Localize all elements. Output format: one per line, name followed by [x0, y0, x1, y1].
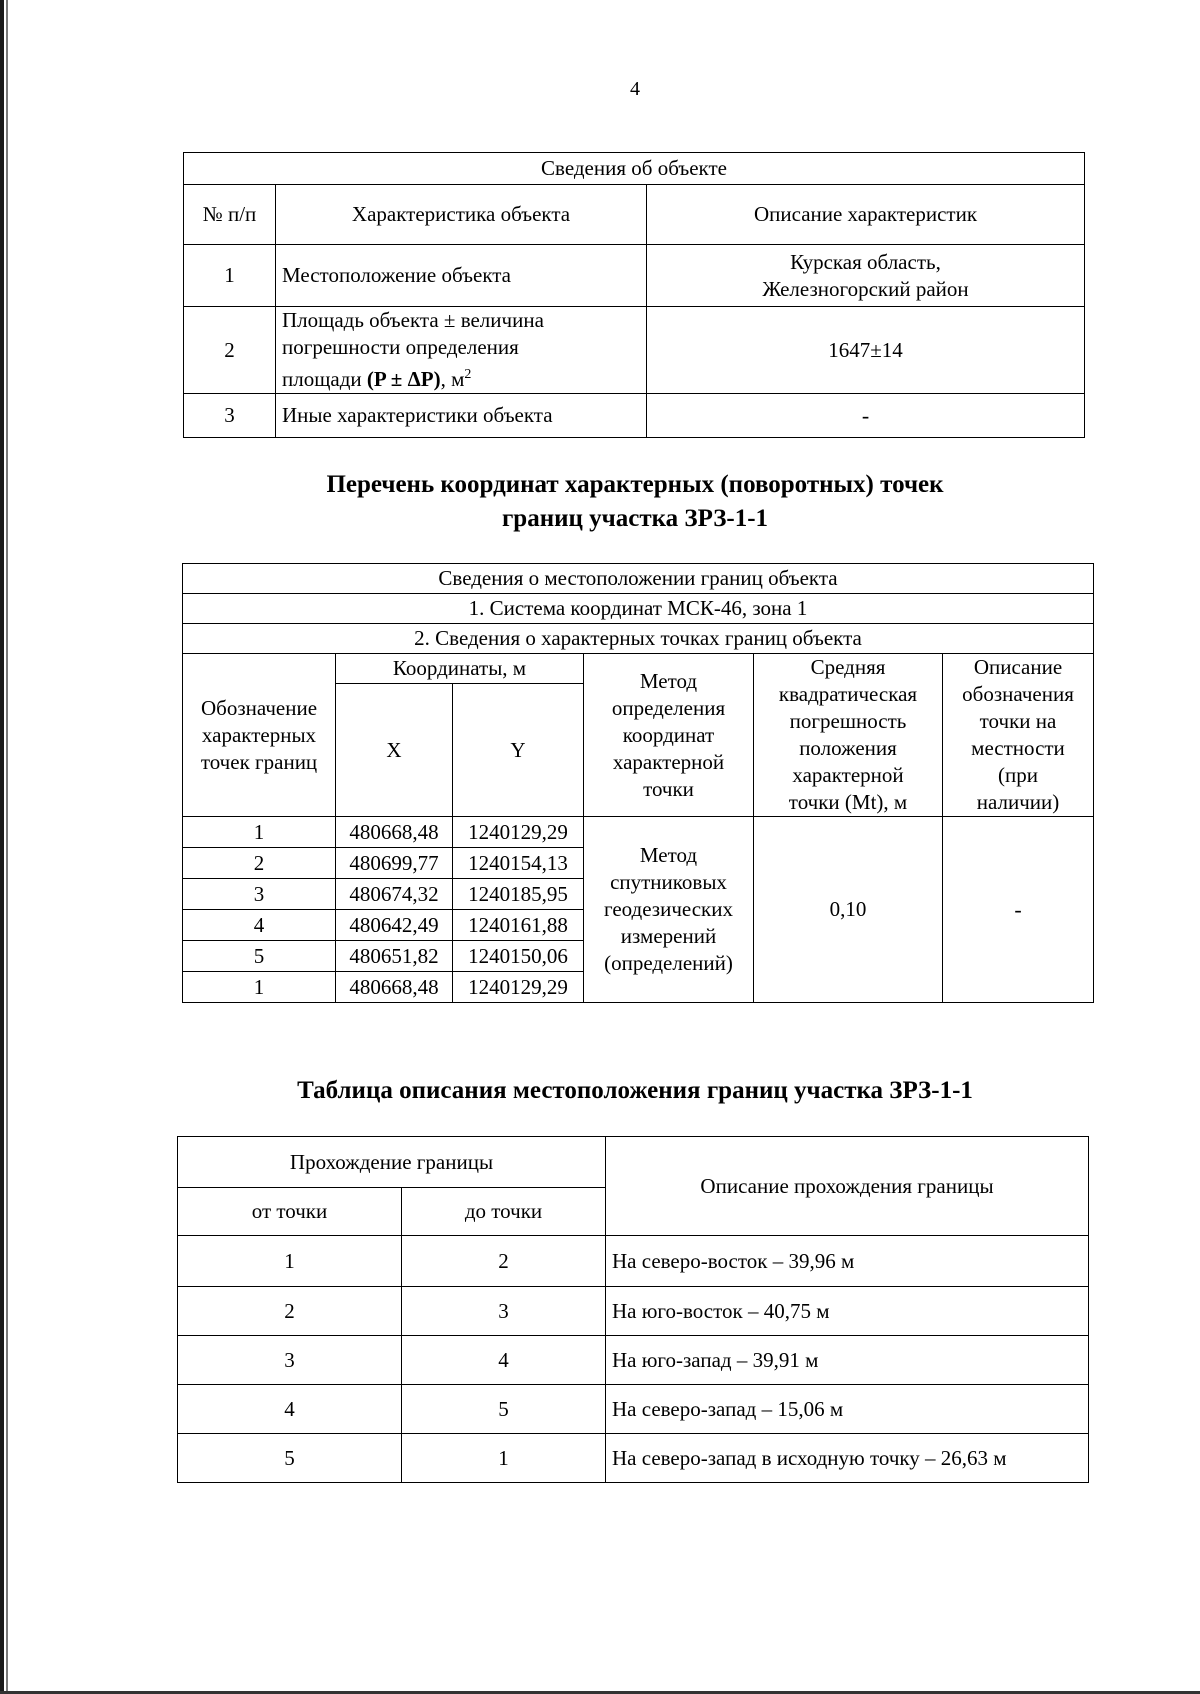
row-description: - [647, 394, 1085, 438]
table-row [178, 1336, 1089, 1385]
table-row [183, 817, 1094, 848]
header-method [584, 654, 754, 817]
header-error [754, 654, 943, 817]
row-characteristic: Иные характеристики объекта [276, 394, 647, 438]
table-row [184, 394, 1085, 438]
header-line: определения [611, 695, 726, 720]
boundary-table [177, 1136, 1089, 1483]
header-coordinates: Координаты, м [336, 654, 584, 684]
header-line: погрешность [789, 709, 907, 733]
point-x: 480642,49 [336, 910, 453, 941]
header-line: координат [622, 722, 715, 747]
text-segment: площади [282, 367, 367, 391]
characteristic-line: Площадь объекта ± величина [282, 308, 544, 332]
row-description: 1647±14 [647, 307, 1085, 394]
row-characteristic [276, 307, 647, 394]
to-point: 4 [402, 1336, 606, 1385]
formula-bold: (P ± ΔP) [366, 367, 441, 391]
to-point: 2 [402, 1236, 606, 1287]
description-line: Курская область, [790, 249, 941, 274]
row-number: 3 [184, 394, 276, 438]
method-line: геодезических [603, 897, 733, 921]
header-line: характерной [792, 763, 904, 787]
to-point: 1 [402, 1434, 606, 1483]
page-number: 4 [630, 78, 640, 100]
header-boundary-description: Описание прохождения границы [606, 1137, 1089, 1236]
point-y: 1240129,29 [453, 972, 584, 1003]
scan-edge-left [0, 0, 4, 1694]
table-row [184, 245, 1085, 307]
method-line: (определений) [604, 951, 733, 975]
to-point: 3 [402, 1287, 606, 1336]
point-description-cell: - [943, 817, 1094, 1003]
header-to-point: до точки [402, 1188, 606, 1236]
header-line: точки (Mt), м [788, 790, 908, 814]
header-line: характерной [612, 749, 725, 774]
header-line: квадратическая [778, 682, 918, 706]
coordinates-table [182, 563, 1094, 1003]
point-y: 1240129,29 [453, 817, 584, 848]
header-line: характерных [201, 722, 317, 747]
point-y: 1240161,88 [453, 910, 584, 941]
header-line: точки на [979, 709, 1057, 733]
header-y: Y [453, 684, 584, 817]
from-point: 5 [178, 1434, 402, 1483]
from-point: 4 [178, 1385, 402, 1434]
coords-title-3: 2. Сведения о характерных точках границ объекта [183, 624, 1094, 654]
row-description [647, 245, 1085, 307]
header-x: X [336, 684, 453, 817]
point-y: 1240150,06 [453, 941, 584, 972]
point-y: 1240185,95 [453, 879, 584, 910]
point-x: 480668,48 [336, 972, 453, 1003]
boundary-description: На юго-восток – 40,75 м [606, 1287, 1089, 1336]
header-boundary-pass: Прохождение границы [178, 1137, 606, 1188]
method-line: спутниковых [610, 870, 727, 894]
table-row [178, 1236, 1089, 1287]
boundary-description: На северо-запад – 15,06 м [606, 1385, 1089, 1434]
point-x: 480651,82 [336, 941, 453, 972]
point-id: 4 [183, 910, 336, 941]
header-characteristic: Характеристика объекта [276, 185, 647, 245]
characteristic-line [282, 361, 640, 393]
point-id: 1 [183, 817, 336, 848]
point-id: 3 [183, 879, 336, 910]
object-info-table [183, 152, 1085, 438]
point-x: 480674,32 [336, 879, 453, 910]
header-line: Метод [639, 668, 698, 693]
point-id: 2 [183, 848, 336, 879]
method-line: измерений [620, 924, 717, 948]
table-row [178, 1434, 1089, 1483]
boundary-description: На северо-восток – 39,96 м [606, 1236, 1089, 1287]
from-point: 3 [178, 1336, 402, 1385]
coordinates-heading [0, 468, 1200, 536]
table-row [184, 307, 1085, 394]
header-line: Описание [973, 655, 1063, 679]
object-table-title: Сведения об объекте [184, 153, 1085, 185]
heading-line: Перечень координат характерных (поворотных) точек [326, 471, 944, 498]
header-line: точек границ [200, 749, 318, 774]
header-from-point: от точки [178, 1188, 402, 1236]
header-line: наличии) [976, 790, 1060, 814]
from-point: 2 [178, 1287, 402, 1336]
coords-title-2: 1. Система координат МСК-46, зона 1 [183, 594, 1094, 624]
coords-title-1: Сведения о местоположении границ объекта [183, 564, 1094, 594]
header-line: Обозначение [200, 695, 318, 720]
heading-line: границ участка ЗРЗ-1-1 [501, 505, 769, 532]
characteristic-line: погрешности определения [282, 335, 519, 359]
point-y: 1240154,13 [453, 848, 584, 879]
row-number: 2 [184, 307, 276, 394]
point-id: 1 [183, 972, 336, 1003]
header-designation [183, 654, 336, 817]
from-point: 1 [178, 1236, 402, 1287]
boundary-description: На северо-запад в исходную точку – 26,63 м [606, 1434, 1089, 1483]
header-line: (при [998, 763, 1038, 787]
row-characteristic: Местоположение объекта [276, 245, 647, 307]
text-segment: , м [440, 367, 465, 391]
table-row [178, 1385, 1089, 1434]
header-line: положения [799, 736, 897, 760]
header-line: точки [643, 776, 694, 801]
method-cell [584, 817, 754, 1003]
point-x: 480668,48 [336, 817, 453, 848]
table-row [178, 1287, 1089, 1336]
point-x: 480699,77 [336, 848, 453, 879]
row-number: 1 [184, 245, 276, 307]
boundary-description: На юго-запад – 39,91 м [606, 1336, 1089, 1385]
error-cell: 0,10 [754, 817, 943, 1003]
header-number: № п/п [184, 185, 276, 245]
header-description: Описание характеристик [647, 185, 1085, 245]
method-line: Метод [639, 843, 698, 867]
header-line: Средняя [810, 655, 886, 679]
description-line: Железногорский район [762, 276, 969, 301]
header-point-description [943, 654, 1094, 817]
header-line: местности [971, 736, 1065, 760]
boundary-heading: Таблица описания местоположения границ участка ЗРЗ-1-1 [297, 1077, 973, 1104]
to-point: 5 [402, 1385, 606, 1434]
point-id: 5 [183, 941, 336, 972]
superscript: 2 [464, 367, 472, 382]
header-line: обозначения [962, 682, 1074, 706]
